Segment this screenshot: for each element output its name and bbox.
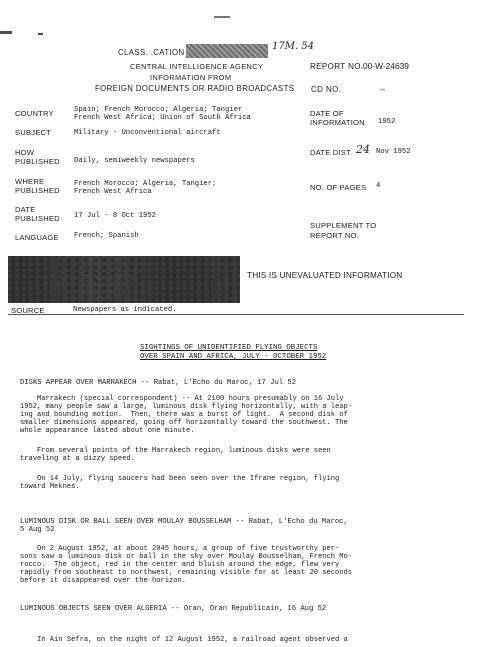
section-heading: DISKS APPEAR OVER MARRAKECH -- Rabat, L'Echo du Maroc, 17 Jul 52	[20, 379, 297, 387]
date-of-info-label: DATE OF	[310, 109, 344, 118]
paragraph-line: 1952, many people saw a large, luminous disk flying horizontally, with a leap-	[20, 403, 353, 411]
paragraph-line: rapidly from southeast to northwest, remaining visible for at least 20 seconds	[20, 569, 353, 577]
cd-no-value: --	[380, 85, 386, 94]
where-published-label-2: PUBLISHED	[15, 186, 60, 195]
document-title: SIGHTINGS OF UNIDENTIFIED FLYING OBJECTS	[140, 344, 318, 352]
handwritten-reference: 17M. 54	[272, 41, 315, 52]
report-no-label: REPORT NO.	[310, 62, 364, 71]
cd-no-label: CD NO.	[311, 85, 342, 94]
paragraph-line: On 2 August 1952, at about 2045 hours, a group of five trustworthy per-	[20, 545, 340, 553]
country-label: COUNTRY	[15, 109, 54, 118]
section-heading: LUMINOUS DISK OR BALL SEEN OVER MOULAY BOUSSELHAM -- Rabat, L'Echo du Maroc,	[20, 518, 348, 526]
report-no-value: 00-W-24639	[363, 61, 409, 71]
scan-smudge	[214, 16, 230, 18]
scan-smudge	[0, 31, 12, 34]
date-of-info-label-2: INFORMATION	[310, 118, 365, 127]
paragraph-line: toward Meknes.	[20, 483, 80, 491]
country-line-1: Spain; French Morocco; Algeria; Tangier	[74, 106, 243, 114]
date-published-label-2: PUBLISHED	[15, 214, 60, 223]
date-published-label: DATE	[15, 205, 36, 214]
pages-label: NO. OF PAGES	[310, 183, 367, 192]
paragraph-line: sons saw a luminous disk or ball in the sky over Moulay Bousselham, French Mo-	[20, 553, 353, 561]
info-from: INFORMATION FROM	[150, 73, 232, 82]
agency-name: CENTRAL INTELLIGENCE AGENCY	[130, 62, 264, 71]
supplement-label: SUPPLEMENT TO	[310, 221, 377, 230]
paragraph-line: rocco. The object, red in the center and bluish around the edge, flew very	[20, 561, 340, 569]
unevaluated-notice: THIS IS UNEVALUATED INFORMATION	[247, 271, 403, 280]
country-line-2: French West Africa; Union of South Africa	[74, 114, 251, 122]
section-heading-line-2: 5 Aug 52	[20, 526, 55, 534]
classification: CLASS. .CATION	[118, 48, 185, 57]
scan-smudge	[38, 33, 43, 35]
paragraph-line: From several points of the Marrakech region, luminous disks were seen	[20, 447, 331, 455]
language-label: LANGUAGE	[15, 233, 59, 242]
paragraph-line: Marrakech (special correspondent) -- At 2100 hours presumably on 16 July	[20, 395, 344, 403]
date-of-info-value: 1952	[378, 118, 396, 126]
date-dist-label: DATE DIST.	[310, 148, 353, 157]
subject-value: Military - Unconventional aircraft	[74, 129, 221, 137]
paragraph-line: whole appearance lasted about one minute.	[20, 427, 195, 435]
date-published-value: 17 Jul - 8 Oct 1952	[74, 212, 156, 220]
redacted-block	[8, 256, 240, 303]
how-published-label: HOW	[15, 148, 35, 157]
language-value: French; Spanish	[74, 232, 139, 240]
subject-label: SUBJECT	[15, 128, 51, 137]
pages-value: 4	[376, 182, 381, 190]
date-dist-value: Nov 1952	[376, 148, 411, 156]
source-label: SOURCE	[11, 306, 45, 315]
paragraph-line: before it disappeared over the horizon.	[20, 577, 187, 585]
how-published-value: Daily, semiweekly newspapers	[74, 157, 195, 165]
paragraph-line: In Ain Sefra, on the night of 12 August 1952, a railroad agent observed a	[20, 636, 348, 644]
paragraph-line: ing and bounding motion. Then, there was a burst of light. A second disk of	[20, 411, 348, 419]
document-subtitle: OVER SPAIN AND AFRICA, JULY - OCTOBER 1952	[140, 353, 327, 361]
paragraph-line: traveling at a dizzy speed.	[20, 455, 135, 463]
where-published-line-1: French Morocco; Algeria, Tangier;	[74, 180, 217, 188]
paragraph-line: smaller dimensions appeared, going off horizontally toward the southwest. The	[20, 419, 348, 427]
source-value: Newspapers as indicated.	[73, 306, 177, 314]
where-published-line-2: French West Africa	[74, 188, 152, 196]
supplement-label-2: REPORT NO.	[310, 231, 359, 240]
how-published-label-2: PUBLISHED	[15, 157, 60, 166]
section-heading: LUMINOUS OBJECTS SEEN OVER ALGERIA -- Oran, Oran Republicain, 16 Aug 52	[20, 605, 327, 613]
paragraph-line: On 14 July, flying saucers had been seen over the Ifrane region, flying	[20, 475, 340, 483]
date-dist-day: 24	[356, 143, 370, 156]
foreign-docs: FOREIGN DOCUMENTS OR RADIO BROADCASTS	[95, 84, 295, 93]
where-published-label: WHERE	[15, 177, 45, 186]
classification-stamp	[186, 44, 268, 58]
